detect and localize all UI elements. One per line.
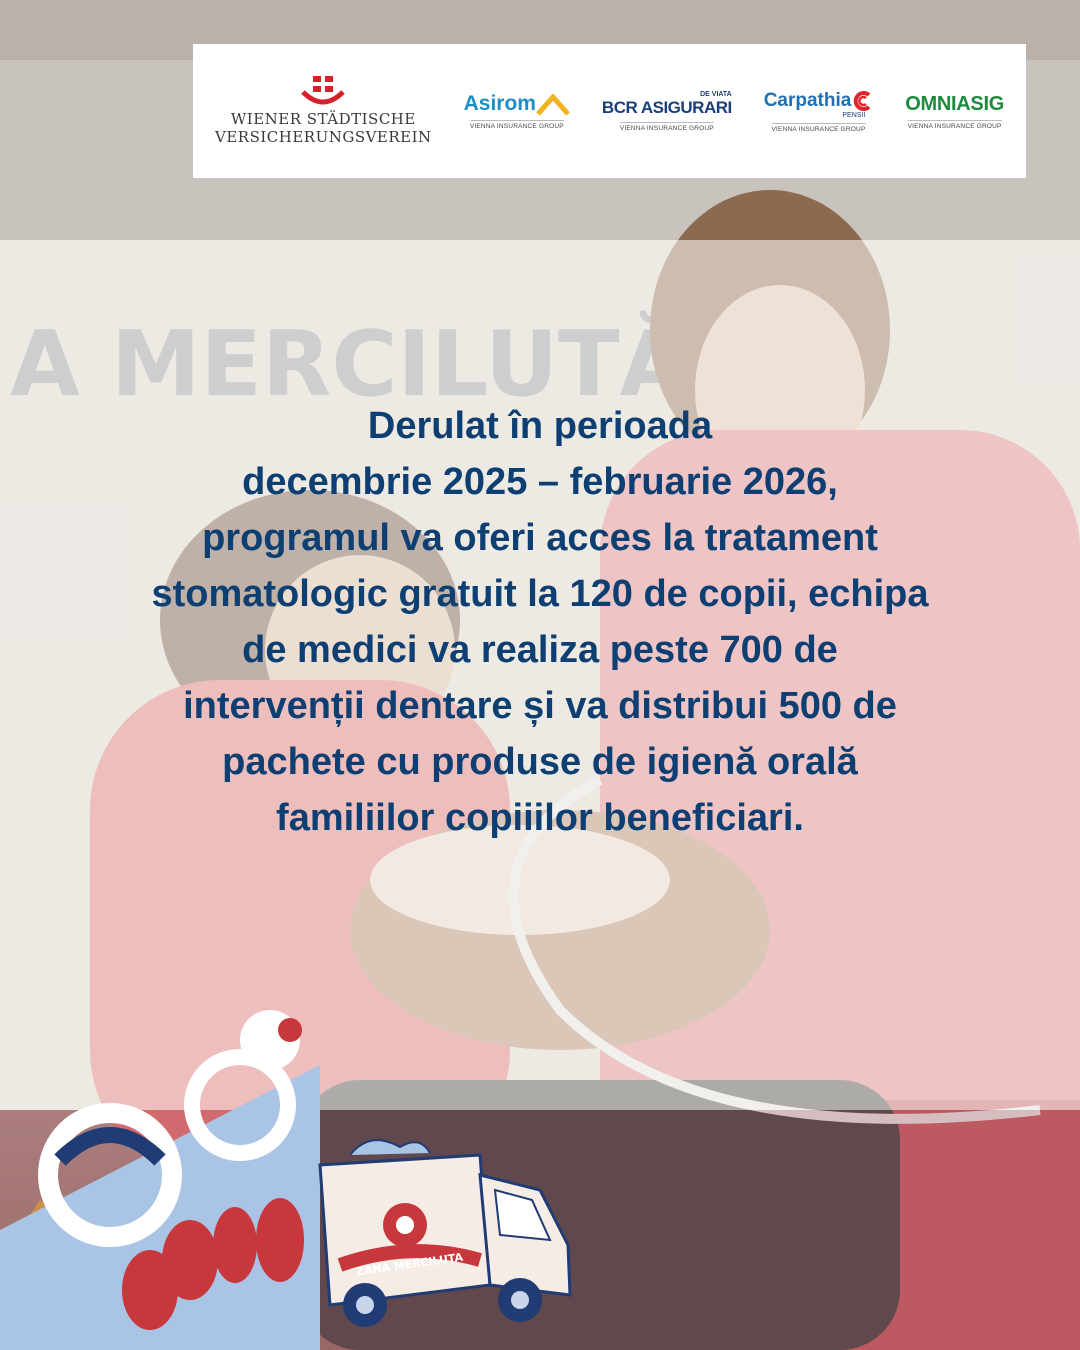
description-line-1: Derulat în perioada [367, 405, 713, 447]
carpathia-logo [764, 90, 874, 133]
wiener-text-line-1: WIENER STÄDTISCHE [230, 110, 416, 128]
description-line-6: intervenții dentare și va distribui 500 de [183, 685, 897, 727]
carpathia-tagline: VIENNA INSURANCE GROUP [772, 123, 866, 133]
asirom-wordmark: Asirom [463, 92, 536, 115]
wiener-logo [215, 76, 432, 146]
wiener-shield-icon [299, 76, 347, 110]
omniasig-logo [905, 93, 1004, 130]
carpathia-circle-icon [851, 90, 873, 112]
asirom-chevron-icon [536, 94, 570, 116]
description-line-4: stomatologic gratuit la 120 de copii, echipa [151, 573, 929, 615]
wiener-text-line-2: VERSICHERUNGSVEREIN [215, 128, 432, 146]
decorative-shapes-illustration [0, 1000, 330, 1350]
program-description [60, 398, 1020, 846]
description-line-2: decembrie 2025 – februarie 2026, [242, 461, 838, 503]
asirom-tagline: VIENNA INSURANCE GROUP [470, 120, 564, 130]
bcr-small-text: DE VIATA [700, 90, 732, 98]
bcr-wordmark: BCR ASIGURARI [601, 97, 732, 117]
description-line-8: familiilor copiiilor beneficiari. [276, 797, 804, 839]
description-line-5: de medici va realiza peste 700 de [242, 629, 838, 671]
dental-truck-illustration [310, 1135, 580, 1340]
description-line-3: programul va oferi acces la tratament [202, 517, 878, 559]
carpathia-wordmark: Carpathia [763, 89, 852, 111]
asirom-logo [464, 92, 570, 130]
carpathia-small-text: PENSII [842, 111, 866, 119]
description-line-7: pachete cu produse de igienă orală [222, 741, 858, 783]
omniasig-tagline: VIENNA INSURANCE GROUP [908, 120, 1002, 130]
bcr-logo [602, 91, 732, 132]
sponsor-logo-bar [193, 44, 1026, 178]
bcr-tagline: VIENNA INSURANCE GROUP [620, 122, 714, 132]
truck-label-text: ZANA MERCILUTA [355, 1250, 464, 1279]
omniasig-wordmark: OMNIASIG [905, 92, 1004, 115]
